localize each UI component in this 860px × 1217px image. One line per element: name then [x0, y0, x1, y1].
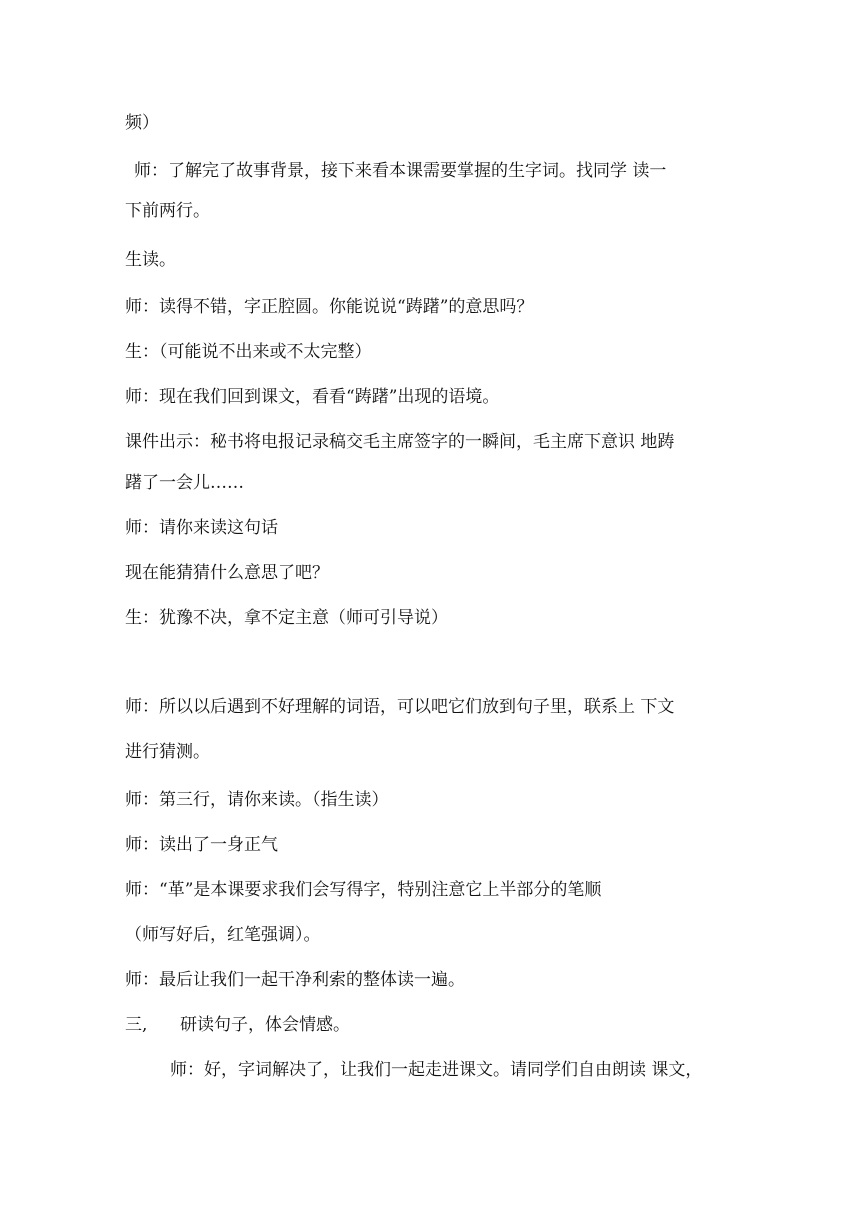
text-line: 师：请你来读这句话: [125, 518, 278, 538]
text-line: 师：“革”是本课要求我们会写得字，特别注意它上半部分的笔顺: [125, 880, 602, 900]
text-line: 课件出示：秘书将电报记录稿交毛主席签字的一瞬间，毛主席下意识 地踌: [125, 432, 675, 452]
section-heading: 研读句子，体会情感。: [180, 1015, 350, 1035]
text-line: 师：现在我们回到课文，看看“踌躇”出现的语境。: [125, 387, 500, 407]
text-line: 频）: [125, 113, 159, 133]
text-line: 生读。: [125, 250, 176, 270]
text-line: 现在能猜猜什么意思了吧？: [125, 563, 329, 583]
text-line: 师：第三行，请你来读。（指生读）: [125, 790, 389, 810]
text-line: 生：犹豫不决，拿不定主意（师可引导说）: [125, 608, 448, 628]
section-number: 三,: [125, 1015, 148, 1035]
text-line: 进行猜测。: [125, 742, 210, 762]
text-line: （师写好后，红笔强调）。: [125, 925, 321, 945]
text-line: 师：好，字词解决了，让我们一起走进课文。请同学们自由朗读 课文，: [170, 1060, 703, 1080]
text-line: 师：读得不错，字正腔圆。你能说说“踌躇”的意思吗？: [125, 297, 534, 317]
text-line: 生：（可能说不出来或不太完整）: [125, 342, 372, 362]
text-line: 师：最后让我们一起干净利索的整体读一遍。: [125, 970, 465, 990]
text-line: 师：读出了一身正气: [125, 835, 278, 855]
text-line: 躇了一会儿……: [125, 473, 244, 493]
text-line: 下前两行。: [125, 201, 210, 221]
text-line: 师：所以以后遇到不好理解的词语，可以吧它们放到句子里，联系上 下文: [125, 697, 675, 717]
text-line: 师：了解完了故事背景，接下来看本课需要掌握的生字词。找同学 读一: [134, 161, 667, 181]
